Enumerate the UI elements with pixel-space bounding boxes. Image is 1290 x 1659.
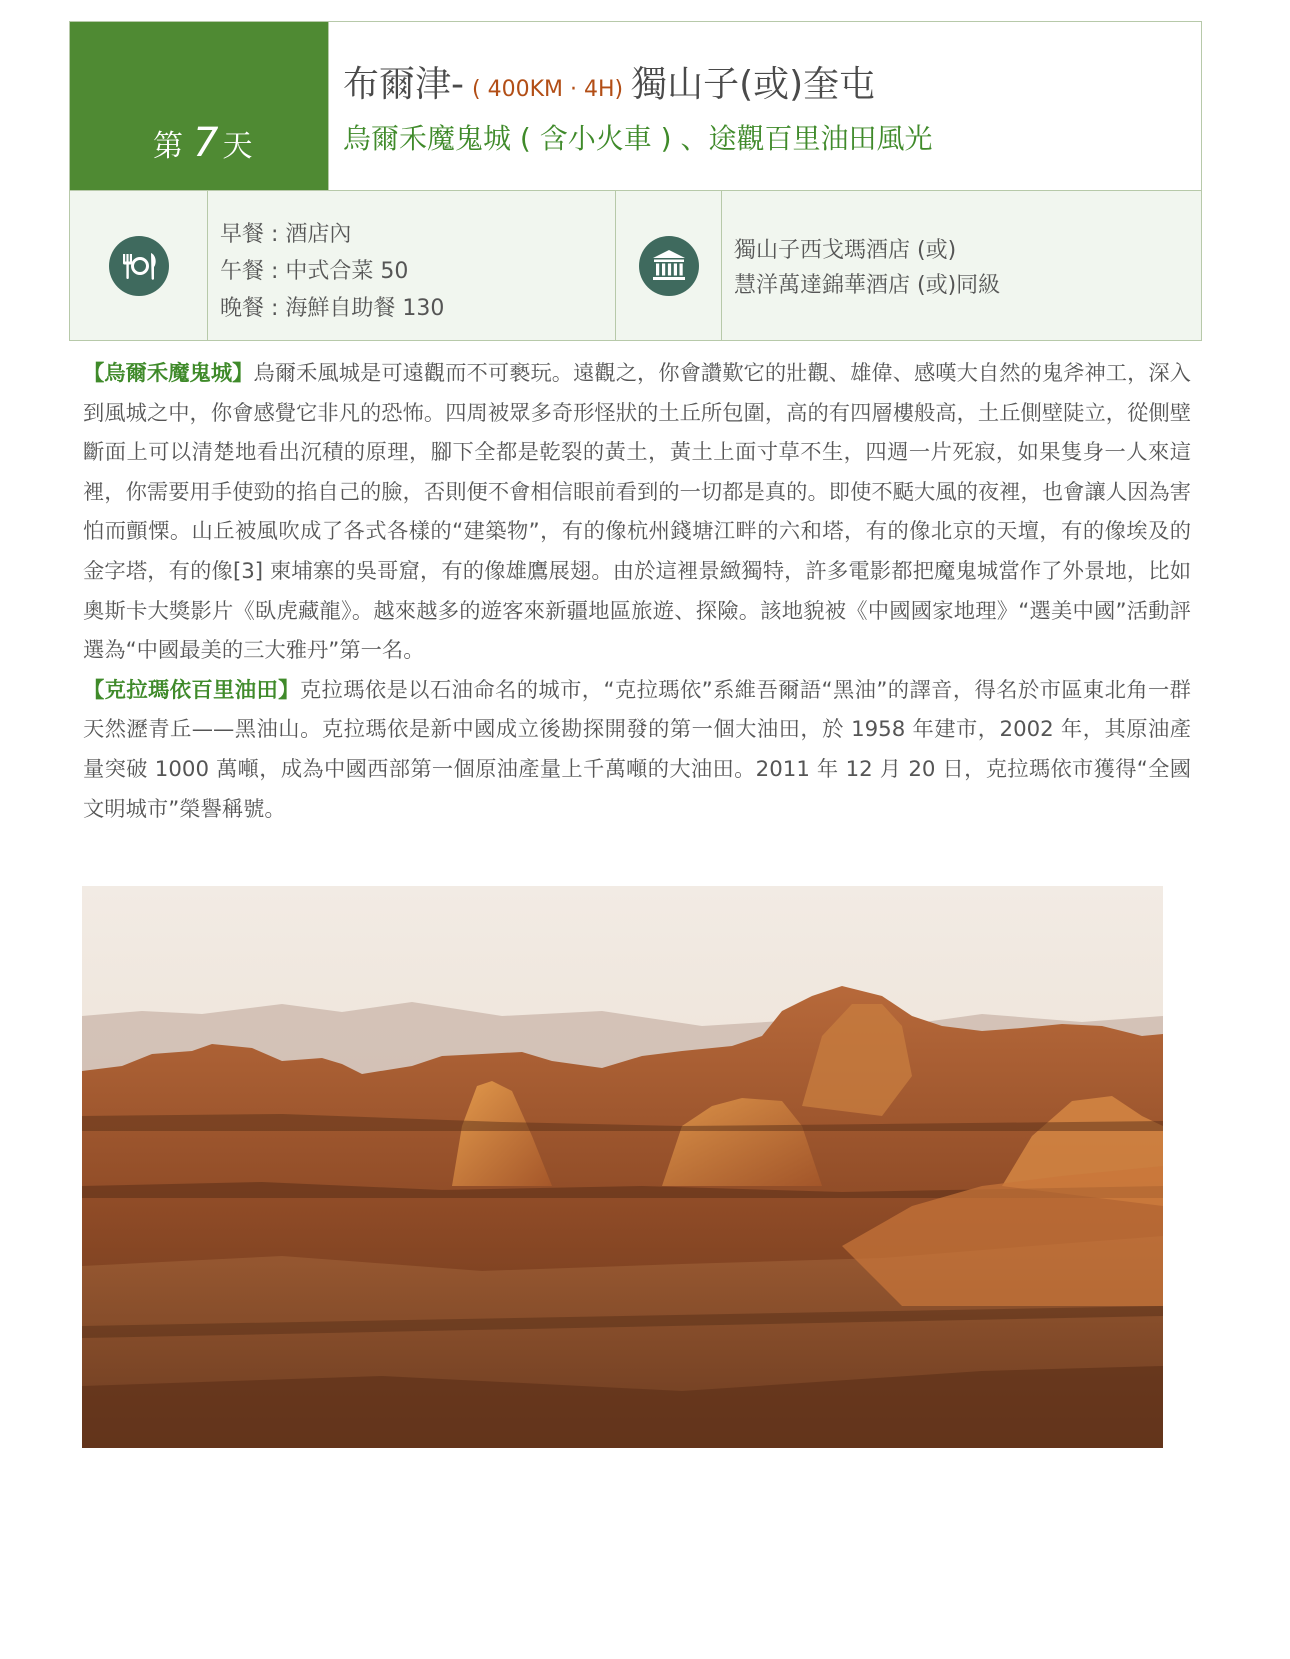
dining-icon — [109, 236, 169, 296]
day-prefix: 第 — [153, 129, 183, 164]
hotel-cell — [722, 191, 1201, 340]
section-text: 烏爾禾風城是可遠觀而不可褻玩。遠觀之，你會讚歎它的壯觀、雄偉、感嘆大自然的鬼斧神工，深入到風城之中，你會感覺它非凡的恐怖。四周被眾多奇形怪狀的土丘所包圍，高的有四層樓般高，土丘側壁陡立，從側壁斷面上可以清楚地看出沉積的原理，腳下全都是乾裂的黃土，黃土上面寸草不生，四週一片死寂，如果隻身一人來這裡，你需要用手使勁的掐自己的臉，否則便不會相信眼前看到的一切都是真的。即使不颳大風的夜裡，也會讓人因為害怕而顫慄。山丘被風吹成了各式各樣的“建築物”，有的像杭州錢塘江畔的六和塔，有的像北京的天壇，有的像埃及的金字塔，有的像[3] 柬埔寨的吳哥窟，有的像雄鷹展翅。由於這裡景緻獨特，許多電影都把魔鬼城當作了外景地，比如奧斯卡大獎影片《臥虎藏龍》。越來越多的遊客來新疆地區旅遊、探險。該地貌被《中國國家地理》“選美中國”活動評選為“中國最美的三大雅丹”第一名。 — [83, 361, 1191, 664]
info-row — [70, 190, 1201, 340]
section-ghost-city — [83, 354, 1191, 671]
meal-list — [220, 216, 444, 327]
route-from: 布爾津- — [343, 64, 464, 105]
route-distance: ( 400KM · 4H) — [472, 77, 624, 102]
section-oil-field — [83, 671, 1191, 829]
yardang-landscape-photo — [82, 886, 1163, 1448]
itinerary-description — [83, 354, 1191, 829]
section-heading: 【烏爾禾魔鬼城】 — [83, 361, 254, 386]
meals-cell — [208, 191, 616, 340]
day-label — [153, 118, 252, 172]
route-subtitle: 烏爾禾魔鬼城 ( 含小火車 ) 、途觀百里油田風光 — [343, 122, 933, 155]
hotel-list — [734, 233, 1000, 303]
hotel-icon — [639, 236, 699, 296]
day-badge — [70, 22, 328, 190]
route-title — [343, 62, 875, 113]
day-header — [69, 21, 1202, 341]
section-text: 克拉瑪依是以石油命名的城市，“克拉瑪依”系維吾爾語“黑油”的譯音，得名於市區東北角一群天然瀝青丘——黑油山。克拉瑪依是新中國成立後勘探開發的第一個大油田，於 1958 年建市，2002 年，其原油產量突破 1000 萬噸，成為中國西部第一個原油產量上千萬噸的大油田。2011 年 12 月 20 日，克拉瑪依市獲得“全國文明城市”榮譽稱號。 — [83, 677, 1191, 822]
meal-lunch: 午餐 : 中式合菜 50 — [220, 259, 409, 284]
day-suffix: 天 — [222, 129, 253, 164]
section-heading: 【克拉瑪依百里油田】 — [83, 677, 300, 703]
title-cell — [328, 22, 1201, 190]
route-to: 獨山子(或)奎屯 — [631, 64, 876, 105]
meal-icon-cell — [70, 191, 208, 340]
hotel-line-2: 慧洋萬達錦華酒店 (或)同級 — [734, 273, 1001, 298]
hotel-line-1: 獨山子西戈瑪酒店 (或) — [734, 238, 957, 263]
hotel-icon-cell — [616, 191, 722, 340]
meal-dinner: 晚餐 : 海鮮自助餐 130 — [220, 296, 445, 321]
meal-breakfast: 早餐 : 酒店內 — [220, 222, 352, 247]
day-number: 7 — [193, 120, 219, 166]
